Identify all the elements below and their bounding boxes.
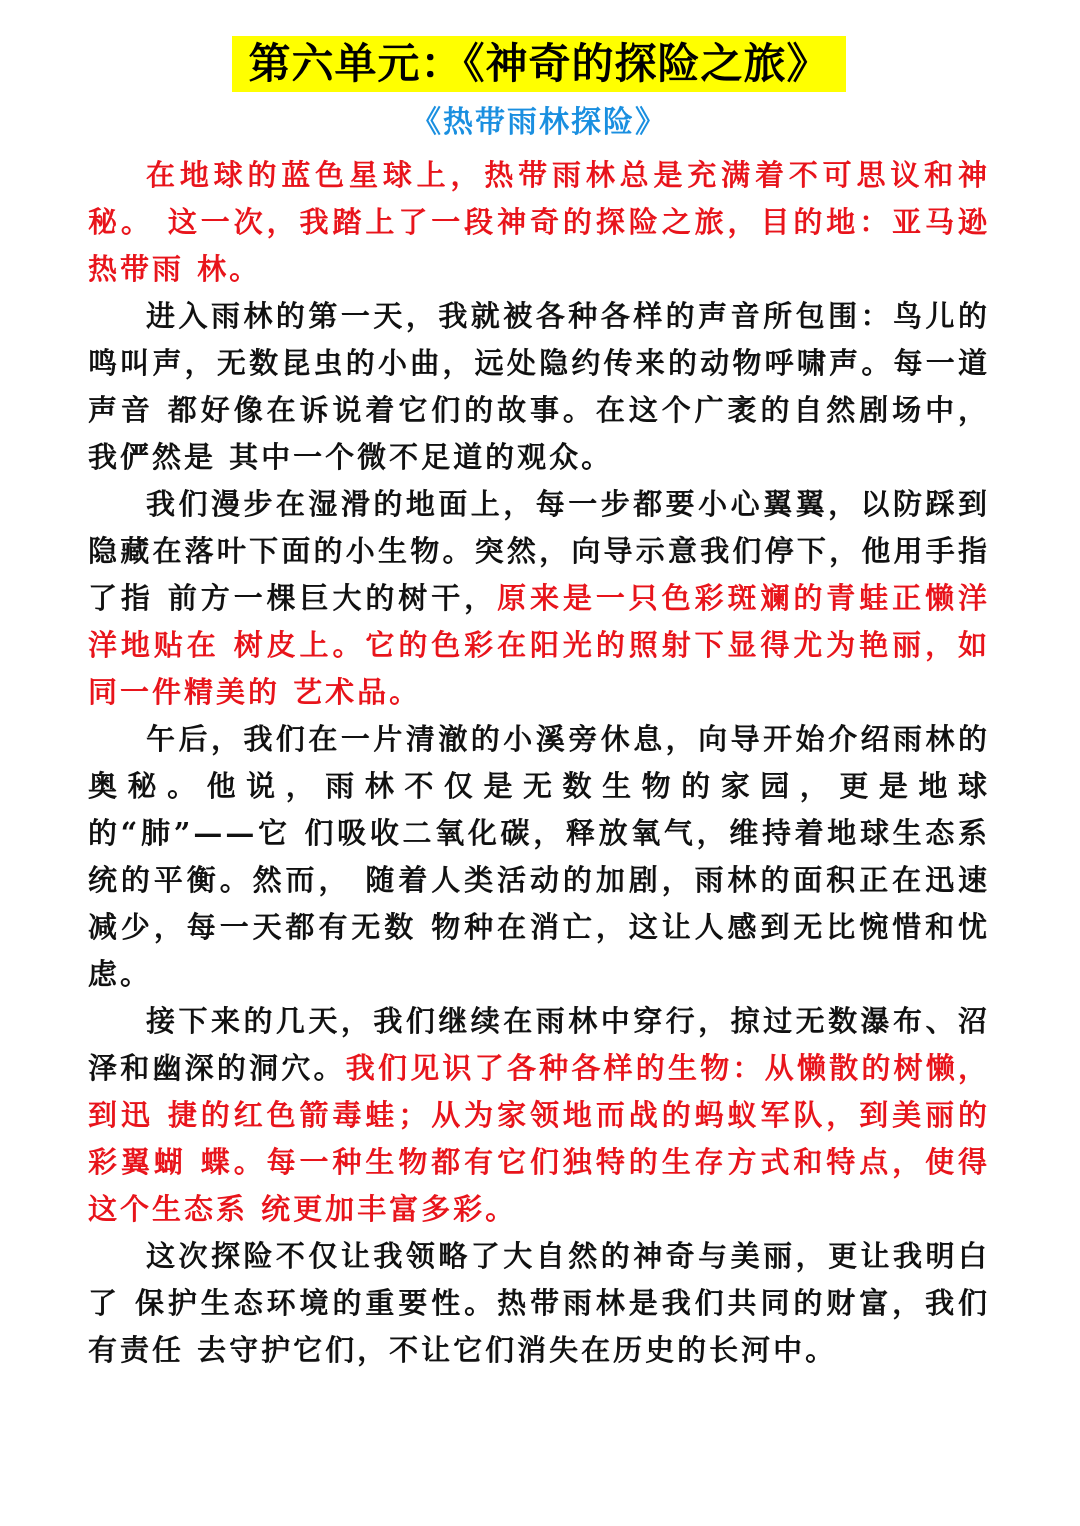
- paragraph-2-segment-1: 进入雨林的第一天，我就被各种各样的声音所包围：鸟儿的鸣叫声，无数昆虫的小曲，远处隐约传来的动物呼啸声。每一道声音 都好像在诉说着它们的故事。在这个广袤的自然剧场中，我俨然是 其中一个微不足道的观众。: [88, 299, 990, 474]
- paragraph-5-segment-2: 我们见识了各种各样的生物：从懒散的树懒，到迅 捷的红色箭毒蛙；从为家领地而战的蚂蚁军队，到美丽的彩翼蝴 蝶。每一种生物都有它们独特的生存方式和特点，使得这个生态系 统更加丰富多彩。: [88, 1051, 990, 1226]
- paragraph-3-segment-1: 我们漫步在湿滑的地面上，每一步都要小心翼翼，以防踩到隐藏在落叶下面的小生物。突然，向导示意我们停下，他用手指了指 前方一棵巨大的树干，: [88, 487, 990, 615]
- paragraph-1-segment-1: 在地球的蓝色星球上，热带雨林总是充满着不可思议和神秘。 这一次，我踏上了一段神奇的探险之旅，目的地：亚马逊热带雨 林。: [88, 158, 990, 286]
- paragraph-4-segment-1: 午后，我们在一片清澈的小溪旁休息，向导开始介绍雨林的奥秘。他说，雨林不仅是无数生物的家园，更是地球的“肺”——它 们吸收二氧化碳，释放氧气，维持着地球生态系统的平衡。然而， 随着人类活动的加剧，雨林的面积正在迅速减少，每一天都有无数 物种在消亡，这让人感到无比惋惜和忧虑。: [88, 722, 990, 991]
- paragraph-2: [88, 293, 990, 481]
- subtitle-container: [88, 100, 990, 146]
- unit-title: 第六单元：《神奇的探险之旅》: [232, 36, 845, 92]
- paragraph-3: [88, 481, 990, 716]
- essay-title: 《热带雨林探险》: [411, 105, 667, 140]
- paragraph-4: [88, 716, 990, 998]
- paragraph-5-segment-1: 接下来的几天，我们继续在雨林中穿行，掠过无数瀑布、沼泽和幽深的洞穴。: [88, 1004, 990, 1085]
- paragraph-5: [88, 998, 990, 1233]
- paragraph-3-segment-2: 原来是一只色彩斑斓的青蛙正懒洋洋地贴在 树皮上。它的色彩在阳光的照射下显得尤为艳丽，如同一件精美的 艺术品。: [88, 581, 990, 709]
- paragraph-1: [88, 152, 990, 293]
- paragraph-6-segment-1: 这次探险不仅让我领略了大自然的神奇与美丽，更让我明白了 保护生态环境的重要性。热带雨林是我们共同的财富，我们有责任 去守护它们，不让它们消失在历史的长河中。: [88, 1239, 990, 1367]
- title-container: [88, 36, 990, 92]
- paragraph-6: [88, 1233, 990, 1374]
- essay-body: [88, 152, 990, 1374]
